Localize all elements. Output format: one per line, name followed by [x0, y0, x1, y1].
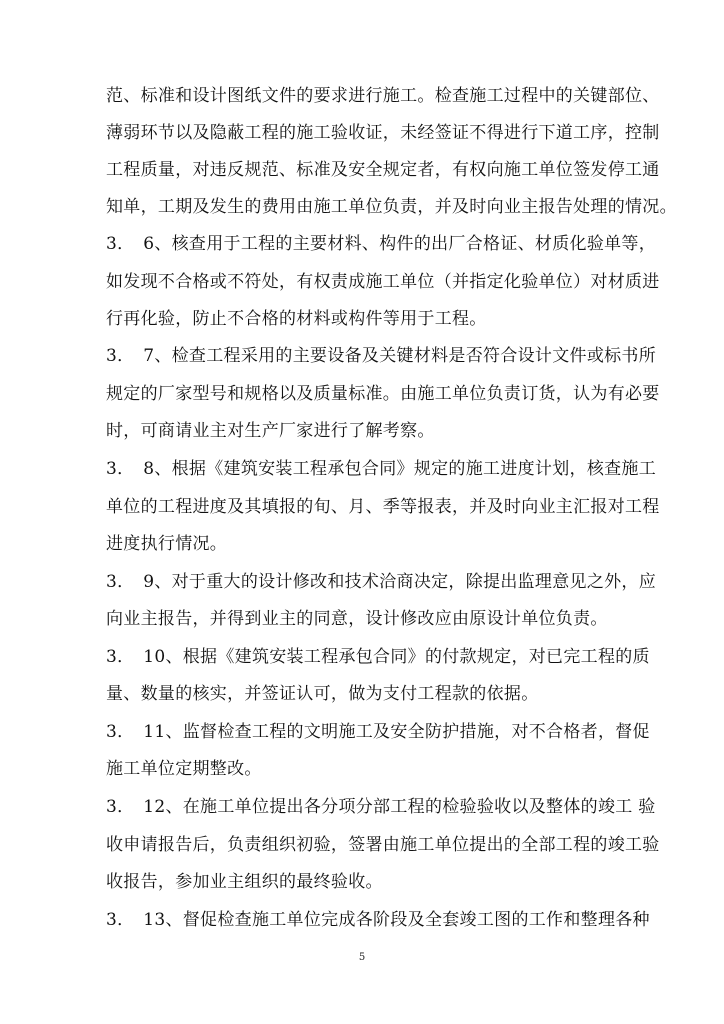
text-line-21: 收申请报告后，负责组织初验，签署由施工单位提出的全部工程的竣工验 — [106, 835, 660, 855]
text-line-23: 3． 13、督促检查施工单位完成各阶段及全套竣工图的工作和整理各种 — [106, 910, 650, 930]
text-line-10: 时，可商请业主对生产厂家进行了解考察。 — [106, 421, 435, 441]
text-line-7: 行再化验，防止不合格的材料或构件等用于工程。 — [106, 309, 487, 329]
text-line-5: 3． 6、核查用于工程的主要材料、构件的出厂合格证、材质化验单等， — [106, 234, 657, 254]
text-line-1: 范、标准和设计图纸文件的要求进行施工。检查施工过程中的关键部位、 — [106, 86, 660, 106]
text-line-12: 单位的工程进度及其填报的旬、月、季等报表，并及时向业主汇报对工程 — [106, 497, 660, 517]
text-line-3: 工程质量，对违反规范、标准及安全规定者，有权向施工单位签发停工通 — [106, 160, 660, 180]
text-line-8: 3． 7、检查工程采用的主要设备及关键材料是否符合设计文件或标书所 — [106, 346, 657, 366]
page-number: 5 — [358, 952, 366, 963]
text-line-17: 量、数量的核实，并签证认可，做为支付工程款的依据。 — [106, 684, 539, 704]
text-line-11: 3． 8、根据《建筑安装工程承包合同》规定的施工进度计划，核查施工 — [106, 459, 657, 479]
text-line-20: 3． 12、在施工单位提出各分项分部工程的检验验收以及整体的竣工 验 — [106, 797, 656, 817]
text-line-6: 如发现不合格或不符处，有权责成施工单位（并指定化验单位）对材质进 — [106, 272, 660, 292]
text-line-4: 知单，工期及发生的费用由施工单位负责，并及时向业主报告处理的情况。 — [106, 197, 677, 217]
text-line-14: 3． 9、对于重大的设计修改和技术洽商决定，除提出监理意见之外，应 — [106, 572, 657, 592]
text-line-22: 收报告，参加业主组织的最终验收。 — [106, 872, 383, 892]
text-line-16: 3． 10、根据《建筑安装工程承包合同》的付款规定，对已完工程的质 — [106, 647, 650, 667]
text-line-13: 进度执行情况。 — [106, 534, 228, 554]
text-line-9: 规定的厂家型号和规格以及质量标准。由施工单位负责订货，认为有必要 — [106, 384, 660, 404]
text-line-19: 施工单位定期整改。 — [106, 759, 262, 779]
text-line-15: 向业主报告，并得到业主的同意，设计修改应由原设计单位负责。 — [106, 609, 608, 629]
text-line-18: 3． 11、监督检查工程的文明施工及安全防护措施，对不合格者，督促 — [106, 722, 650, 742]
text-line-2: 薄弱环节以及隐蔽工程的施工验收证，未经签证不得进行下道工序，控制 — [106, 123, 660, 143]
